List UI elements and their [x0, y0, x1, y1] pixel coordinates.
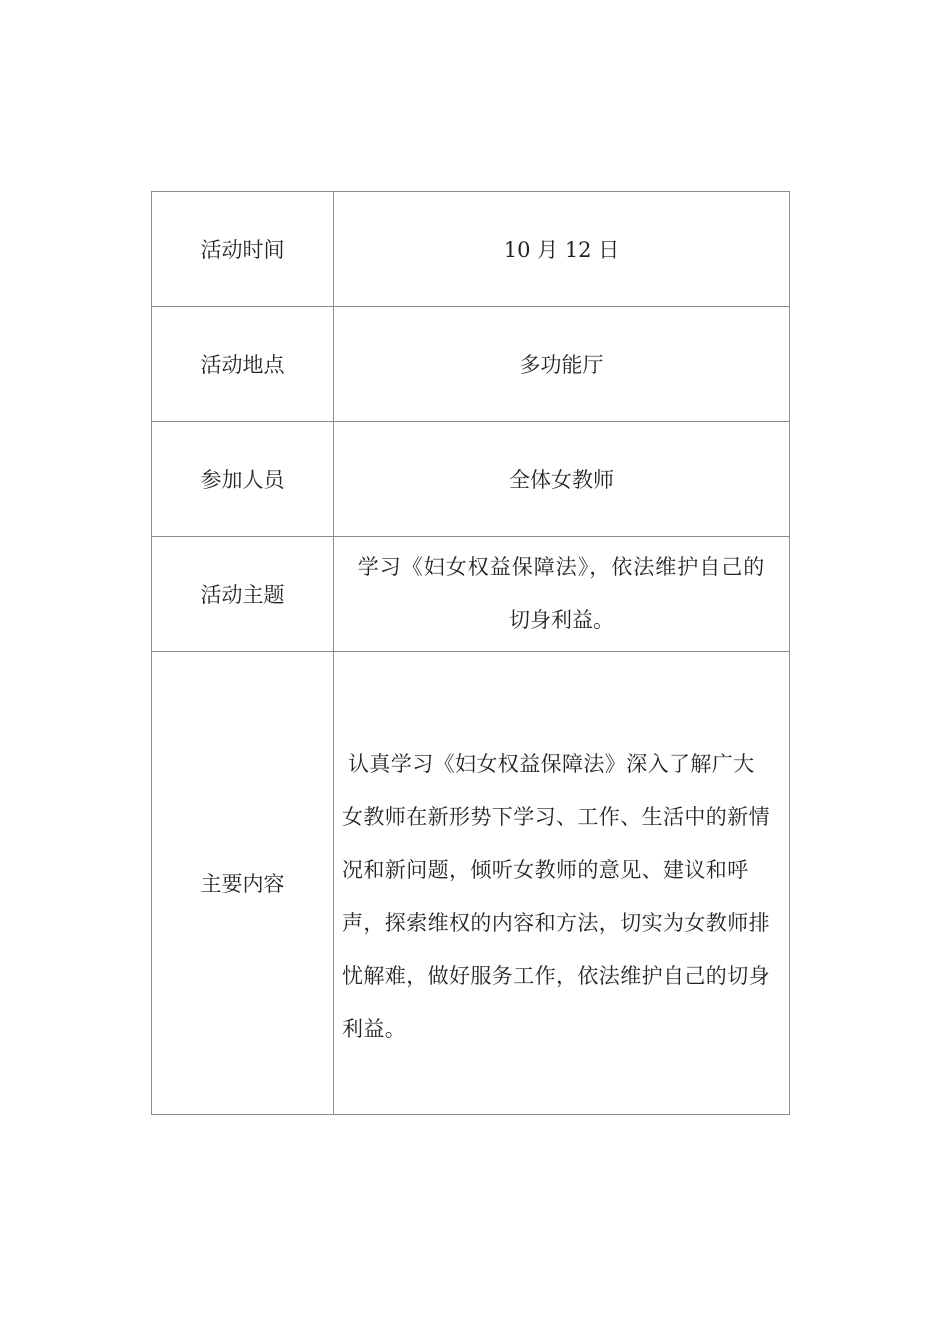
theme-line-2: 切身利益。	[509, 608, 614, 632]
label-activity-theme: 活动主题	[152, 537, 334, 652]
value-participants: 全体女教师	[334, 422, 790, 537]
row-main-content	[152, 652, 790, 1115]
row-activity-theme	[152, 537, 790, 652]
label-activity-location: 活动地点	[152, 307, 334, 422]
value-activity-theme	[334, 537, 790, 652]
theme-line-1: 学习《妇女权益保障法》，依法维护自己的	[357, 555, 766, 579]
main-content-paragraph: 认真学习《妇女权益保障法》深入了解广大女教师在新形势下学习、工作、生活中的新情况和新问题，倾听女教师的意见、建议和呼声，探索维权的内容和方法，切实为女教师排忧解难，做好服务工作，依法维护自己的切身利益。	[342, 752, 770, 1041]
row-participants	[152, 422, 790, 537]
value-activity-location: 多功能厅	[334, 307, 790, 422]
activity-info-table	[151, 191, 790, 1115]
value-main-content	[334, 652, 790, 1115]
label-participants: 参加人员	[152, 422, 334, 537]
value-activity-time: 10 月 12 日	[334, 192, 790, 307]
row-activity-time	[152, 192, 790, 307]
label-activity-time: 活动时间	[152, 192, 334, 307]
row-activity-location	[152, 307, 790, 422]
label-main-content: 主要内容	[152, 652, 334, 1115]
